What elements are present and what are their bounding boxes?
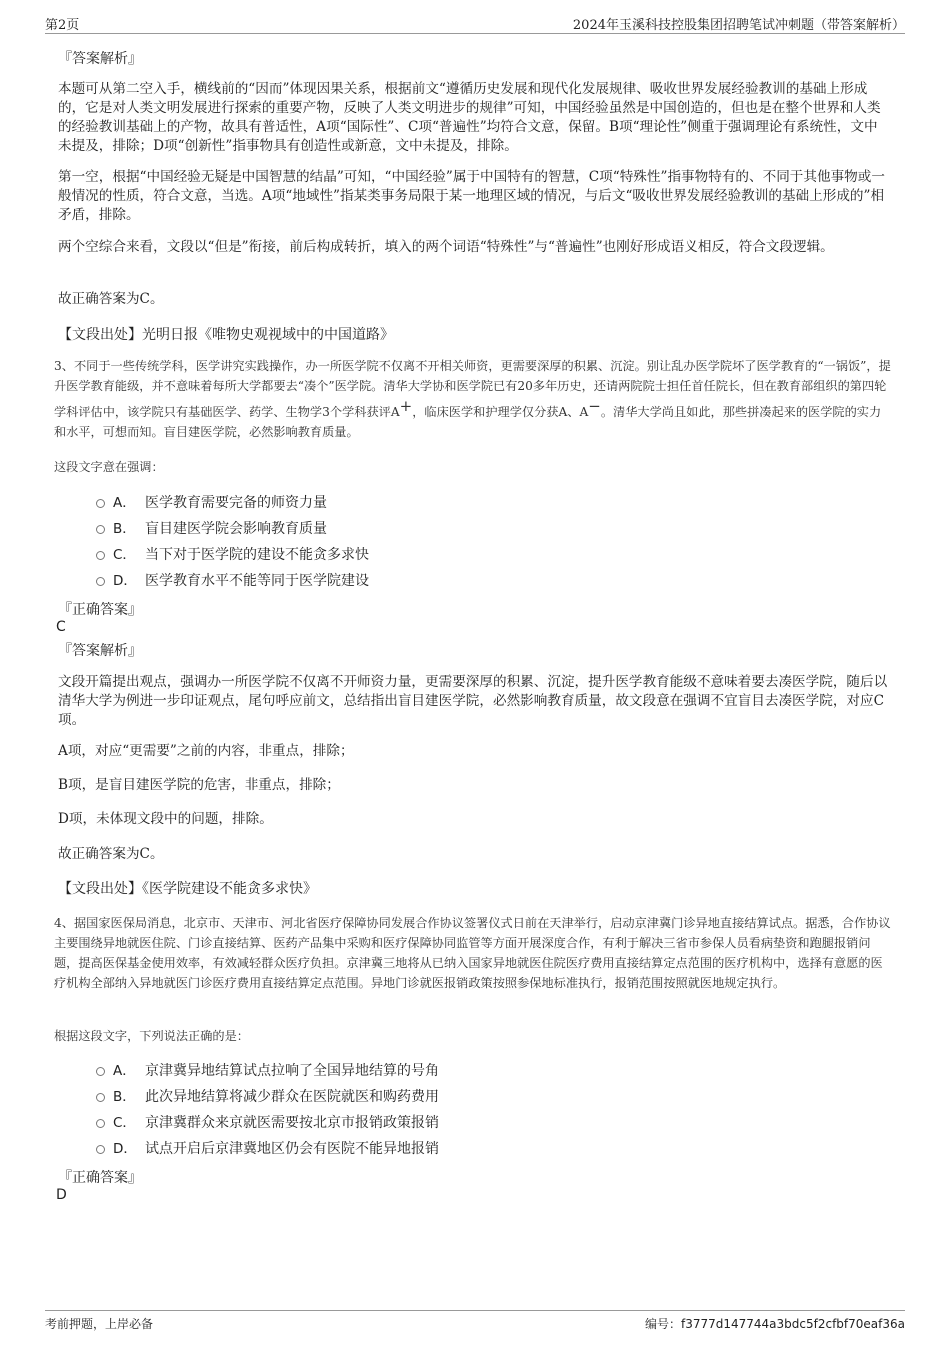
option-c[interactable]: C． 当下对于医学院的建设不能贪多求快: [96, 545, 369, 565]
page-number: 第2页: [45, 18, 80, 33]
option-d[interactable]: D． 试点开启后京津冀地区仍会有医院不能异地报销: [96, 1139, 439, 1159]
radio-icon[interactable]: [96, 1093, 105, 1102]
analysis-paragraph: 文段开篇提出观点，强调办一所医学院不仅离不开师资力量，更需要深厚的积累、沉淀，提升医学教育能级不意味着要去凑医学院，随后以清华大学为例进一步印证观点，尾句呼应前文，总结指出盲目建医学院，必然影响教育质量，故文段意在强调不宜盲目去凑医学院，对应C项。: [58, 674, 888, 728]
analysis-conclusion: 故正确答案为C。: [58, 291, 164, 307]
option-b[interactable]: B． 此次异地结算将减少群众在医院就医和购药费用: [96, 1087, 439, 1107]
analysis-label: 『答案解析』: [58, 51, 142, 67]
text-source: 【文段出处】《医学院建设不能贪多求快》: [58, 881, 317, 897]
page-footer: [45, 1310, 905, 1331]
radio-icon[interactable]: [96, 1119, 105, 1128]
analysis-paragraph: 第一空，根据“中国经验无疑是中国智慧的结晶”可知，“中国经验”属于中国特有的智慧，C项“特殊性”指事物特有的、不同于其他事物或一般情况的性质，符合文意，当选。A项“地域性”指某类事务局限于某一地理区域的情况，与后文“吸收世界发展经验教训的基础上形成的”相矛盾，排除。: [58, 169, 885, 223]
superscript-plus: +: [399, 397, 413, 415]
footer-slogan: 考前押题，上岸必备: [45, 1317, 154, 1331]
correct-answer: C: [56, 619, 66, 635]
analysis-paragraph: 本题可从第二空入手，横线前的“因而”体现因果关系，根据前文“遵循历史发展和现代化发展规律、吸收世界发展经验教训的基础上形成的，它是对人类文明发展进行探索的重要产物，反映了人类文明进步的规律”可知，中国经验虽然是中国创造的，但也是在整个世界和人类的经验教训基础上的产物，故具有普适性，A项“国际性”、C项“普遍性”均符合文意，保留。B项“理论性”侧重于强调理论有系统性，文中未提及，排除；D项“创新性”指事物具有创造性或新意，文中未提及，排除。: [58, 81, 881, 154]
radio-icon[interactable]: [96, 577, 105, 586]
option-a[interactable]: A． 医学教育需要完备的师资力量: [96, 493, 327, 513]
superscript-minus: −: [588, 397, 601, 415]
radio-icon[interactable]: [96, 525, 105, 534]
page-header: [45, 12, 905, 34]
correct-answer-label: 『正确答案』: [58, 602, 142, 618]
question-prompt: 根据这段文字，下列说法正确的是：: [54, 1029, 249, 1043]
analysis-paragraph: B项，是盲目建医学院的危害，非重点，排除；: [58, 777, 340, 793]
radio-icon[interactable]: [96, 1067, 105, 1076]
question-stem: 4、据国家医保局消息，北京市、天津市、河北省医疗保障协同发展合作协议签署仪式日前在天津举行，启动京津冀门诊异地直接结算试点。据悉，合作协议主要围绕异地就医住院、门诊直接结算、医药产品集中采购和医疗保障协同监管等方面开展深度合作，有利于解决三省市参保人员看病垫资和跑腿报销问题，提高医保基金使用效率，有效减轻群众医疗负担。京津冀三地将从已纳入国家异地就医住院医疗费用直接结算定点范围的医疗机构中，选择有意愿的医疗机构全部纳入异地就医门诊医疗费用直接结算定点范围。异地门诊就医报销政策按照参保地标准执行，报销范围按照就医地规定执行。: [54, 916, 891, 990]
option-c[interactable]: C． 京津冀群众来京就医需要按北京市报销政策报销: [96, 1113, 439, 1133]
correct-answer: D: [56, 1187, 67, 1203]
analysis-paragraph: D项，未体现文段中的问题，排除。: [58, 811, 273, 827]
document-serial: 编号：f3777d147744a3bdc5f2cfbf70eaf36a: [644, 1317, 905, 1331]
document-title: 2024年玉溪科技控股集团招聘笔试冲刺题（带答案解析）: [572, 18, 905, 33]
option-d[interactable]: D． 医学教育水平不能等同于医学院建设: [96, 571, 369, 591]
option-a[interactable]: A． 京津冀异地结算试点拉响了全国异地结算的号角: [96, 1061, 439, 1081]
question-stem: 3、不同于一些传统学科，医学讲究实践操作，办一所医学院不仅离不开相关师资，更需要深厚的积累、沉淀。别让乱办医学院坏了医学教育的“一锅饭”，提升医学教育能级，并不意味着每所大学都要去“凑个”医学院。清华大学协和医学院已有20多年历史，还请两院院士担任首任院长，但在教育部组织的第四轮学科评估中，该学院只有基础医学、药学、生物学3个学科获评A+，临床医学和护理学仅分获A、A−。清华大学尚且如此，那些拼凑起来的医学院的实力和水平，可想而知。盲目建医学院，必然影响教育质量。: [54, 359, 891, 440]
analysis-label: 『答案解析』: [58, 643, 142, 659]
analysis-paragraph: A项，对应“更需要”之前的内容，非重点，排除；: [58, 743, 354, 759]
analysis-conclusion: 故正确答案为C。: [58, 846, 164, 862]
correct-answer-label: 『正确答案』: [58, 1170, 142, 1186]
analysis-paragraph: 两个空综合来看，文段以“但是”衔接，前后构成转折，填入的两个词语“特殊性”与“普遍性”也刚好形成语义相反，符合文段逻辑。: [58, 239, 834, 255]
radio-icon[interactable]: [96, 551, 105, 560]
radio-icon[interactable]: [96, 1145, 105, 1154]
option-b[interactable]: B． 盲目建医学院会影响教育质量: [96, 519, 327, 539]
radio-icon[interactable]: [96, 499, 105, 508]
text-source: 【文段出处】光明日报《唯物史观视域中的中国道路》: [58, 327, 394, 343]
question-prompt: 这段文字意在强调：: [54, 460, 164, 474]
